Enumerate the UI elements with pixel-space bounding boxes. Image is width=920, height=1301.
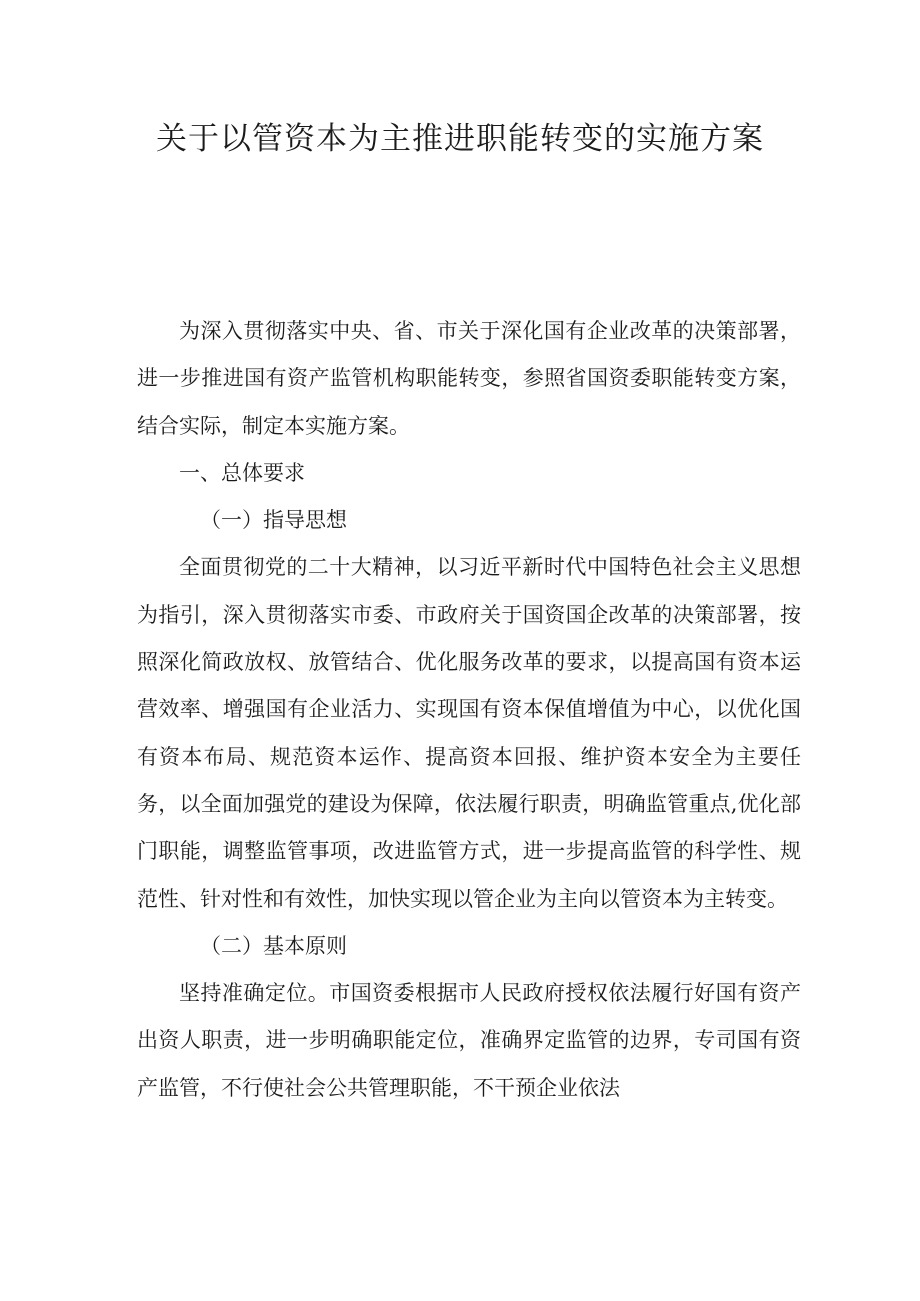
subsection-heading-basic-principles: （二）基本原则 [200,933,347,958]
intro-paragraph: 为深入贯彻落实中央、省、市关于深化国有企业改革的决策部署，进一步推进国有资产监管机构职能转变，参照省国资委职能转变方案，结合实际，制定本实施方案。 [137,319,801,438]
section-heading-general-requirements: 一、总体要求 [179,460,305,485]
document-body [137,308,801,1112]
guiding-ideology-paragraph: 全面贯彻党的二十大精神，以习近平新时代中国特色社会主义思想为指引，深入贯彻落实市委、市政府关于国资国企改革的决策部署，按照深化简政放权、放管结合、优化服务改革的要求，以提高国有资本运营效率、增强国有企业活力、实现国有资本保值增值为中心，以优化国有资本布局、规范资本运作、提高资本回报、维护资本安全为主要任务，以全面加强党的建设为保障，依法履行职责，明确监管重点,优化部门职能，调整监管事项，改进监管方式，进一步提高监管的科学性、规范性、针对性和有效性，加快实现以管企业为主向以管资本为主转变。 [137,555,801,911]
subsection-heading-guiding-ideology: （一）指导思想 [200,508,347,533]
document-title: 关于以管资本为主推进职能转变的实施方案 [156,121,764,157]
basic-principles-paragraph: 坚持准确定位。市国资委根据市人民政府授权依法履行好国有资产出资人职责，进一步明确职能定位，准确界定监管的边界，专司国有资产监管，不行使社会公共管理职能，不干预企业依法 [137,981,801,1100]
